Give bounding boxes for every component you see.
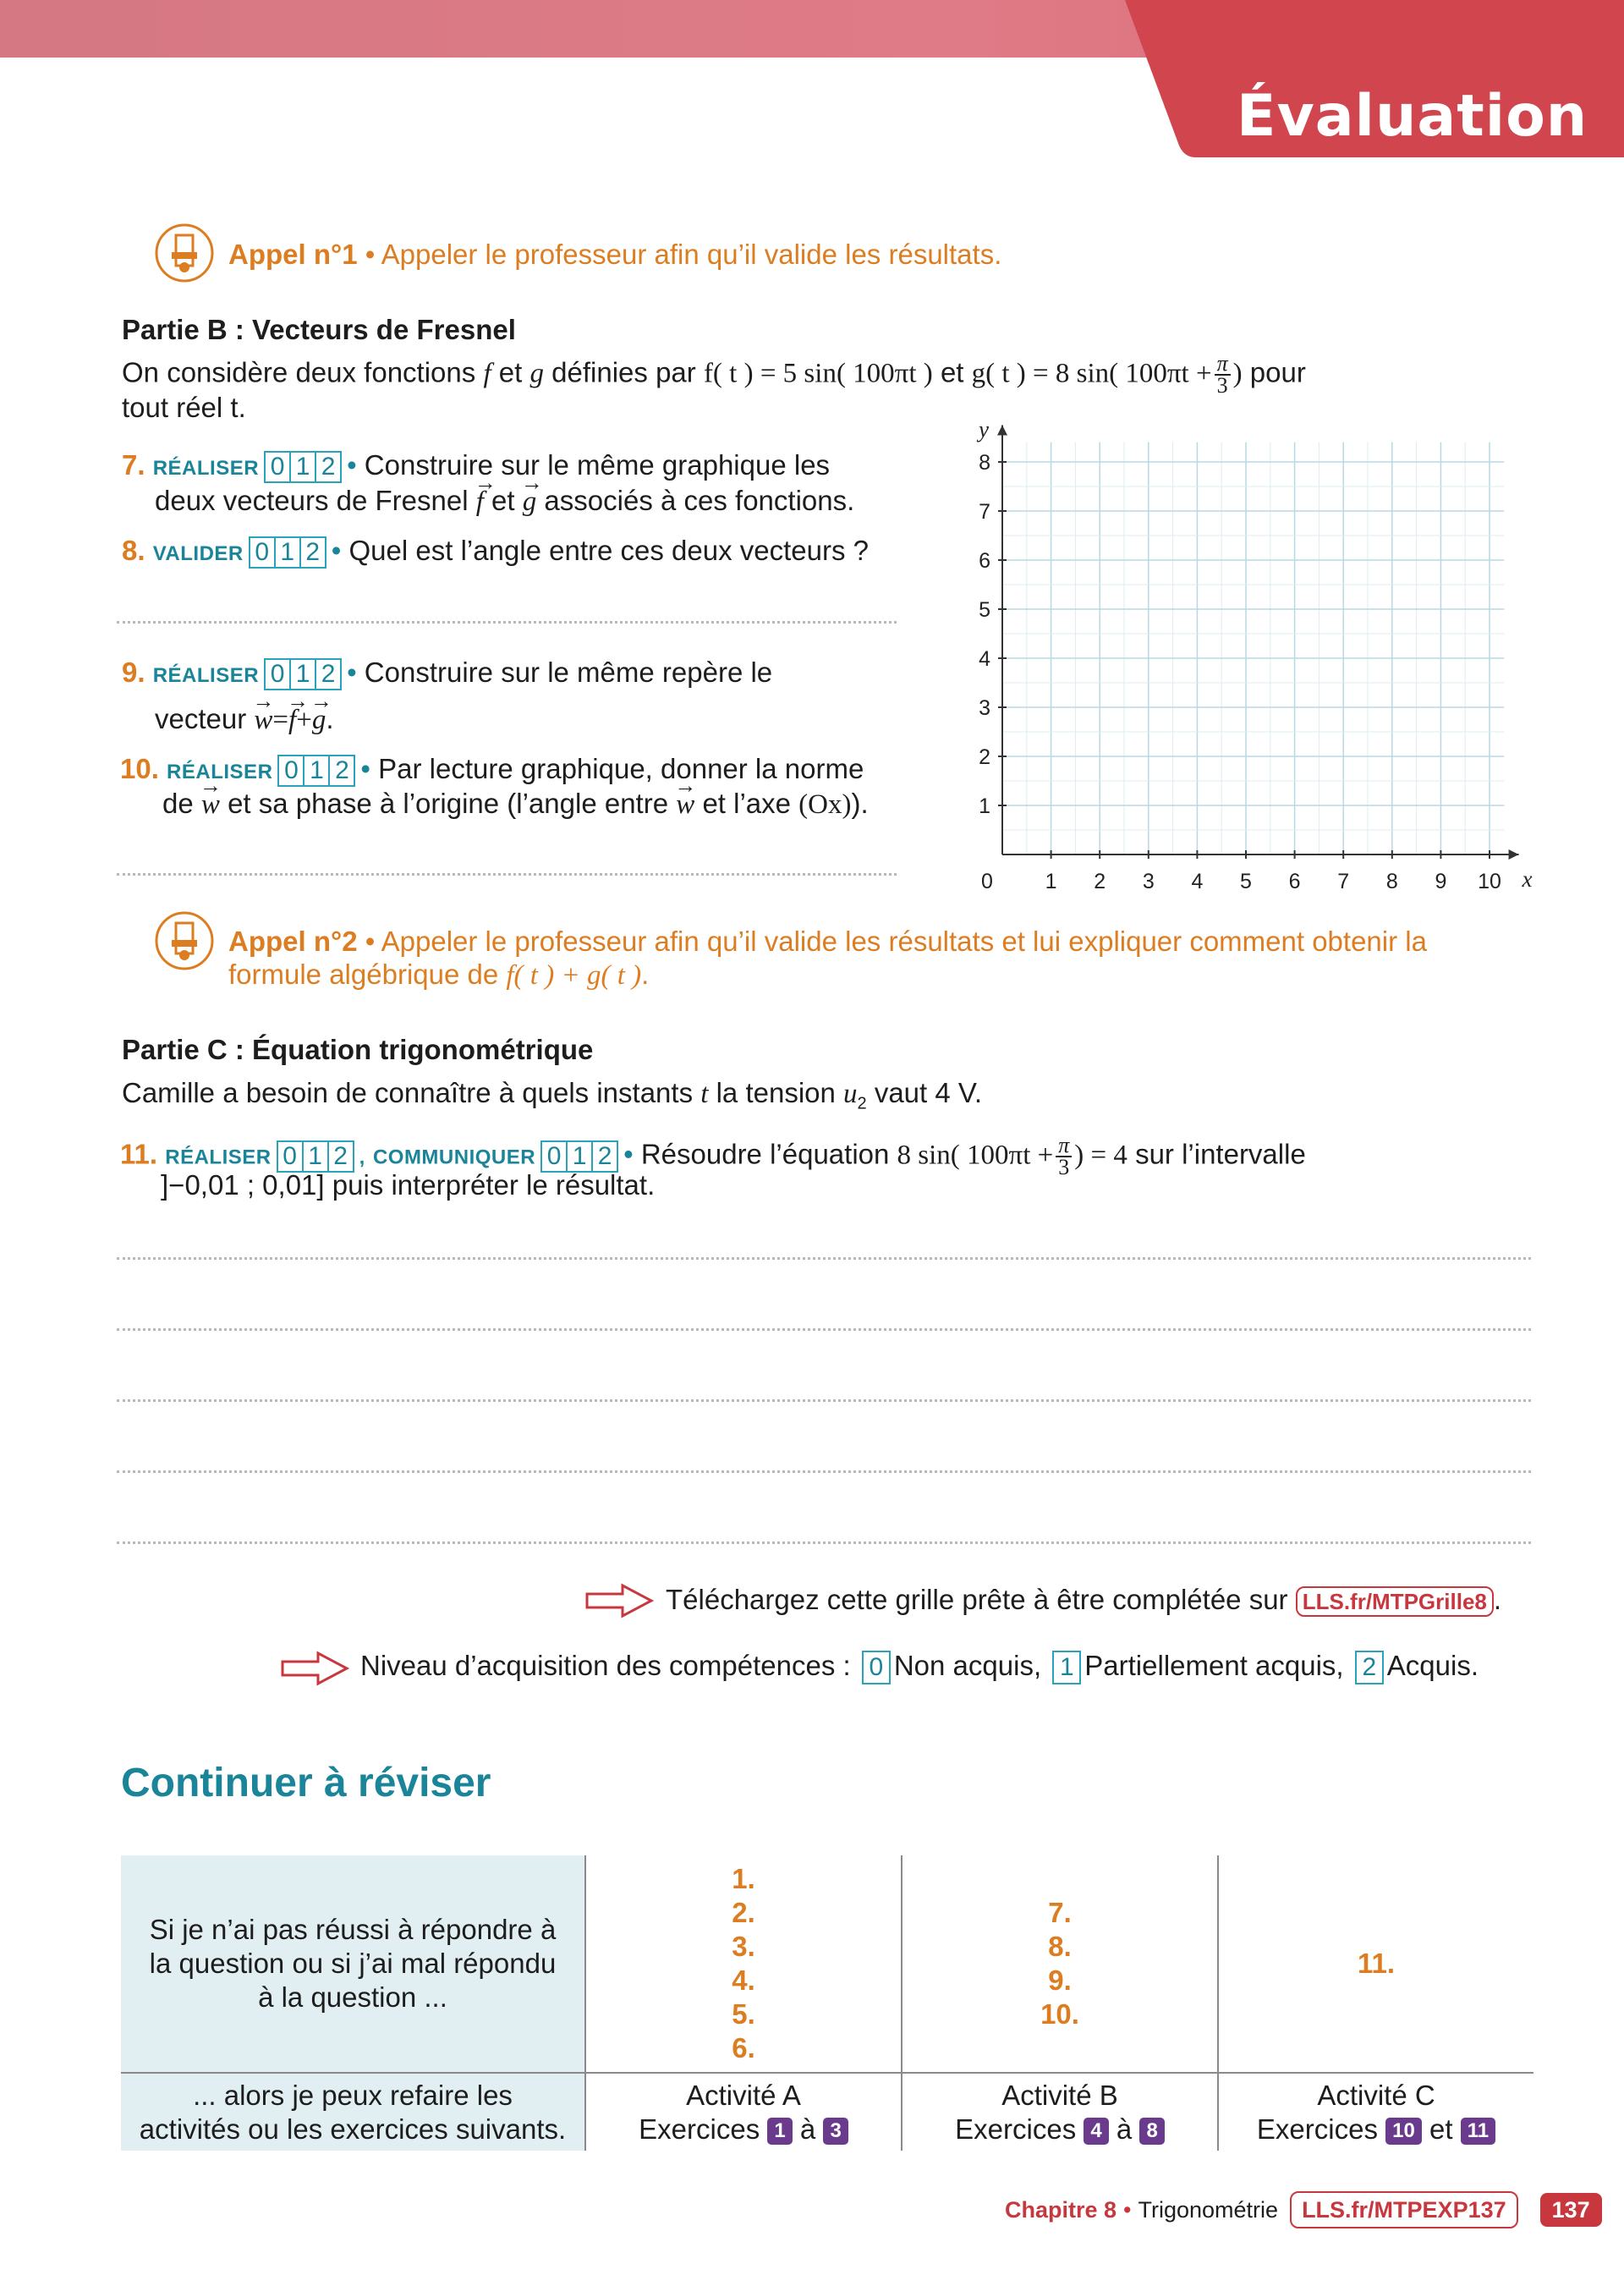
exercise-badge[interactable]: 10 [1385, 2118, 1422, 2145]
col-b-questions: 7. 8. 9. 10. [1040, 1897, 1079, 2030]
exercise-badge[interactable]: 4 [1084, 2118, 1108, 2145]
exercise-badge[interactable]: 1 [767, 2118, 792, 2145]
x-tick-label: 6 [1288, 870, 1301, 893]
y-axis-label: y [979, 423, 989, 442]
question-8: 8. VALIDER 0 1 2 • Quel est l’angle entre ces deux vecteurs ? [122, 534, 869, 571]
q8-skill: VALIDER [152, 542, 244, 565]
exercise-badge[interactable]: 11 [1461, 2118, 1495, 2145]
x-tick-label: 2 [1094, 870, 1106, 893]
answer-line-1[interactable] [117, 1257, 1531, 1260]
revise-title: Continuer à réviser [121, 1761, 491, 1805]
x-tick-label: 8 [1385, 870, 1398, 893]
question-11: 11. RÉALISER 0 1 2 , COMMUNIQUER 0 1 2 • Résoudre l’équation 8 sin( 100πt + $\frac{\pi}{3}$ ) = 4 sur l’intervalle [120, 1133, 1306, 1179]
teacher-call-icon-2 [155, 911, 214, 970]
q9-levels[interactable]: 0 1 2 [264, 658, 342, 690]
row2-header: ... alors je peux refaire les activités ou les exercices suivants. [139, 2079, 567, 2145]
y-tick-label: 5 [979, 598, 990, 622]
q7-skill: RÉALISER [152, 457, 260, 480]
q8-num: 8. [122, 535, 145, 566]
vector-w: → w [254, 703, 272, 737]
appel-1-text: Appeler le professeur afin qu’il valide les résultats. [381, 239, 1002, 270]
question-9-line2: vecteur → w=→ f+→ g. [155, 702, 334, 737]
appel-2-line2: formule algébrique de f( t ) + g( t ). [228, 959, 650, 991]
intro-defined: définies par [551, 356, 696, 388]
hand-arrow-icon-2 [279, 1650, 350, 1687]
answer-line-2[interactable] [117, 1328, 1531, 1331]
q7-levels[interactable]: 0 1 2 [264, 451, 342, 483]
footer-topic: Trigonométrie [1138, 2197, 1279, 2223]
q10-num: 10. [120, 753, 159, 784]
levels-legend: Niveau d’acquisition des compétences : 0 Non acquis, 1 Partiellement acquis, 2 Acquis. [360, 1649, 1479, 1684]
y-tick-label: 4 [979, 647, 990, 671]
answer-line-5[interactable] [117, 1541, 1531, 1544]
appel-2-label: Appel n°2 [228, 926, 358, 957]
q10-text: Par lecture graphique, donner la norme [378, 753, 864, 784]
question-7: 7. RÉALISER 0 1 2 • Construire sur le même graphique les [122, 448, 830, 486]
footer: Chapitre 8 • Trigonométrie LLS.fr/MTPEXP137 137 [1005, 2191, 1602, 2228]
y-tick-label: 2 [979, 745, 990, 769]
intro-pour: pour [1249, 356, 1306, 388]
q11-skill-1: RÉALISER [165, 1146, 272, 1169]
f-expression: f( t ) = 5 sin( 100πt ) [703, 358, 933, 389]
footer-chapter: Chapitre 8 [1005, 2197, 1117, 2223]
x-tick-label: 5 [1240, 870, 1252, 893]
q11-levels-1[interactable]: 0 1 2 [277, 1140, 354, 1173]
intro-and: et [498, 356, 523, 388]
question-10: 10. RÉALISER 0 1 2 • Par lecture graphique, donner la norme [120, 752, 864, 789]
y-tick-label: 7 [979, 500, 990, 524]
answer-line-q8[interactable] [117, 621, 897, 624]
question-11-line2: ]−0,01 ; 0,01] puis interpréter le résultat. [161, 1169, 656, 1201]
pi-over-3: $\frac{\pi}{3}$ [1215, 354, 1231, 396]
partie-c-title: Partie C : Équation trigonométrique [122, 1034, 594, 1065]
row1-header: Si je n’ai pas réussi à répondre à la question ou si j’ai mal répondu à la question ... [149, 1914, 557, 2013]
download-link[interactable]: LLS.fr/MTPGrille8 [1296, 1586, 1494, 1617]
q8-text: Quel est l’angle entre ces deux vecteurs ? [348, 535, 870, 566]
page-number: 137 [1540, 2193, 1602, 2227]
footer-link[interactable]: LLS.fr/MTPEXP137 [1290, 2191, 1518, 2228]
question-7-line2: deux vecteurs de Fresnel → f et → g associés à ces fonctions. [155, 484, 854, 519]
y-tick-label: 8 [979, 451, 990, 475]
appel-2: Appel n°2 • Appeler le professeur afin qu’il valide les résultats et lui expliquer comment obtenir la [228, 926, 1427, 957]
partie-b-intro [122, 351, 1306, 398]
col-c-questions: 11. [1357, 1948, 1396, 1979]
question-9: 9. RÉALISER 0 1 2 • Construire sur le même repère le [122, 656, 772, 693]
q9-skill: RÉALISER [152, 664, 260, 687]
q7-num: 7. [122, 449, 145, 481]
exercise-badge[interactable]: 3 [823, 2118, 848, 2145]
q9-text: Construire sur le même repère le [364, 657, 773, 688]
partie-b-title: Partie B : Vecteurs de Fresnel [122, 314, 516, 345]
x-tick-label: 4 [1191, 870, 1204, 893]
y-tick-label: 3 [979, 696, 990, 720]
q8-levels[interactable]: 0 1 2 [249, 536, 326, 569]
answer-line-q10[interactable] [117, 873, 897, 876]
appel-2-text: Appeler le professeur afin qu’il valide les résultats et lui expliquer comment obtenir la [381, 926, 1427, 957]
x-tick-label: 3 [1142, 870, 1155, 893]
q11-skill-2: COMMUNIQUER [372, 1146, 536, 1169]
q11-equation: 8 sin( 100πt + [897, 1140, 1054, 1171]
appel-1 [228, 238, 1001, 272]
partie-c-intro: Camille a besoin de connaître à quels instants t la tension $u_2$ vaut 4 V. [122, 1077, 983, 1113]
question-10-line2: de → w et sa phase à l’origine (l’angle entre → w et l’axe (Ox)). [162, 787, 869, 822]
col-a-activities: Activité A Exercices 1 à 3 [586, 2074, 901, 2151]
y-tick-label: 1 [979, 794, 990, 818]
col-c-activities: Activité C Exercices 10 et 11 [1219, 2074, 1533, 2151]
teacher-call-icon [155, 223, 214, 283]
hand-arrow-icon [584, 1582, 655, 1619]
q11-levels-2[interactable]: 0 1 2 [540, 1140, 618, 1173]
download-line: Téléchargez cette grille prête à être complétée sur LLS.fr/MTPGrille8 . [666, 1583, 1501, 1617]
g-expression-close: ) [1232, 358, 1243, 389]
y-axis-arrow [997, 426, 1007, 436]
x-tick-label: 10 [1478, 870, 1501, 893]
intro-g: g [529, 358, 544, 389]
revise-table [121, 1855, 1533, 2151]
answer-line-3[interactable] [117, 1399, 1531, 1402]
q10-levels[interactable]: 0 1 2 [277, 755, 355, 787]
page-header-title: Évaluation [1237, 83, 1588, 150]
x-tick-label: 9 [1435, 870, 1447, 893]
origin-label: 0 [981, 870, 993, 893]
partie-b-intro-2: tout réel t. [122, 392, 246, 423]
vector-g: → g [523, 485, 537, 519]
x-axis-label: x [1522, 866, 1533, 892]
intro-et: et [940, 356, 964, 388]
y-tick-label: 6 [979, 549, 990, 573]
axis-ox: (Ox) [798, 789, 852, 820]
intro-f: f [483, 358, 491, 389]
x-tick-label: 1 [1045, 870, 1057, 893]
x-axis-arrow [1509, 849, 1519, 860]
q9-num: 9. [122, 657, 145, 688]
intro-text: On considère deux fonctions [122, 356, 476, 388]
col-b-activities: Activité B Exercices 4 à 8 [903, 2074, 1217, 2151]
appel-1-sep: • [365, 239, 376, 270]
g-expression: g( t ) = 8 sin( 100πt + [971, 358, 1212, 389]
exercise-badge[interactable]: 8 [1139, 2118, 1164, 2145]
vector-f: → f [476, 485, 484, 519]
q11-num: 11. [120, 1138, 158, 1170]
col-a-questions: 1. 2. 3. 4. 5. 6. [732, 1863, 755, 2063]
q7-text: Construire sur le même graphique les [364, 449, 831, 481]
appel-1-label: Appel n°1 [228, 239, 358, 270]
answer-line-4[interactable] [117, 1470, 1531, 1473]
x-tick-label: 7 [1337, 870, 1350, 893]
q10-skill: RÉALISER [167, 761, 273, 783]
fresnel-graph[interactable] [964, 423, 1548, 905]
